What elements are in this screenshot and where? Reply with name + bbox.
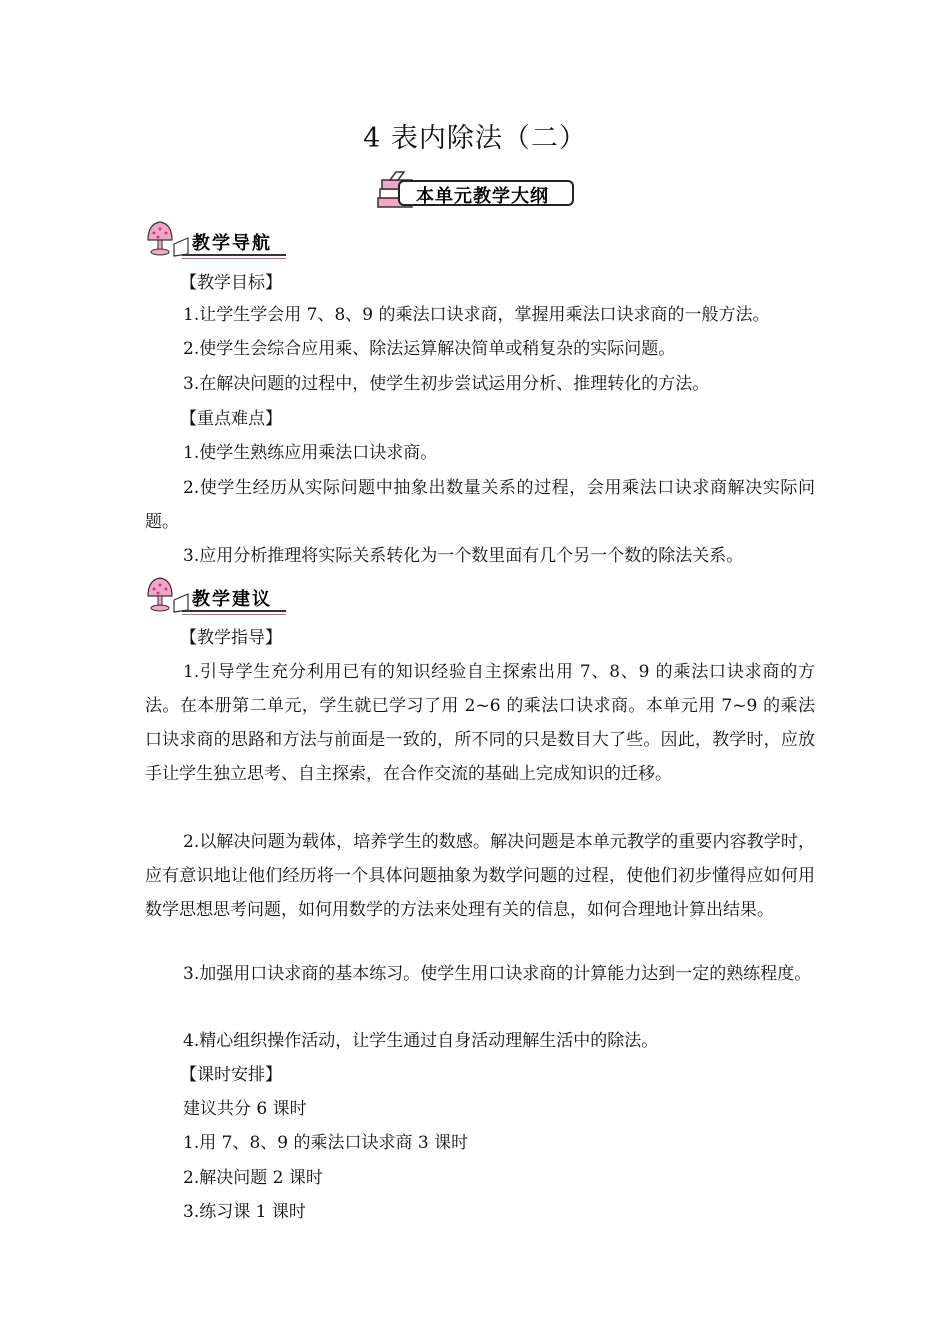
section-title-advice: 教学建议 [192, 589, 272, 610]
divider [182, 610, 286, 612]
schedule-item: 2.解决问题 2 课时 [183, 1168, 323, 1188]
schedule-item: 1.用 7、8、9 的乘法口诀求商 3 课时 [183, 1133, 469, 1153]
section-title-nav: 教学导航 [192, 233, 272, 254]
section-header-nav [140, 218, 300, 262]
guidance-item: 4.精心组织操作活动，让学生通过自身活动理解生活中的除法。 [183, 1031, 659, 1051]
guidance-item: 1.引导学生充分利用已有的知识经验自主探索出用 7、8、9 的乘法口诀求商的方法。在本册第二单元，学生就已学习了用 2~6 的乘法口诀求商。本单元用 7~9 的乘法口诀求商的思路和方法与前面是一致的，所不同的只是数目大了些。因此，教学时，应放手让学生独立思考、自主探索，在合作交流的基础上完成知识的迁移。 [145, 662, 815, 784]
goal-item: 3.在解决问题的过程中，使学生初步尝试运用分析、推理转化的方法。 [183, 374, 710, 394]
goal-item: 1.让学生学会用 7、8、9 的乘法口诀求商，掌握用乘法口诀求商的一般方法。 [183, 305, 770, 325]
guidance-item: 2.以解决问题为载体，培养学生的数感。解决问题是本单元教学的重要内容教学时，应有意识地让他们经历将一个具体问题抽象为数学问题的过程，使他们初步懂得应如何用数学思想思考问题，如何用数学的方法来处理有关的信息，如何合理地计算出结果。 [145, 832, 815, 920]
key-point-item: 2.使学生经历从实际问题中抽象出数量关系的过程，会用乘法口诀求商解决实际问题。 [145, 478, 815, 532]
goal-item: 2.使学生会综合应用乘、除法运算解决简单或稍复杂的实际问题。 [183, 339, 676, 359]
key-points-heading: 【重点难点】 [180, 409, 282, 429]
unit-outline-banner [376, 170, 576, 212]
page-title: 4 表内除法（二） [363, 123, 587, 154]
divider-accent [182, 258, 286, 259]
banner-label: 本单元教学大纲 [416, 186, 549, 207]
schedule-heading: 【课时安排】 [180, 1065, 282, 1085]
guidance-heading: 【教学指导】 [180, 628, 282, 648]
guidance-item: 3.加强用口诀求商的基本练习。使学生用口诀求商的计算能力达到一定的熟练程度。 [183, 964, 812, 984]
schedule-intro: 建议共分 6 课时 [183, 1099, 307, 1119]
key-point-item: 1.使学生熟练应用乘法口诀求商。 [183, 443, 438, 463]
section-header-advice [140, 574, 300, 618]
schedule-item: 3.练习课 1 课时 [183, 1202, 306, 1222]
goals-heading: 【教学目标】 [180, 273, 282, 293]
divider [182, 254, 286, 256]
key-point-item: 3.应用分析推理将实际关系转化为一个数里面有几个另一个数的除法关系。 [183, 546, 744, 566]
divider-accent [182, 614, 286, 615]
